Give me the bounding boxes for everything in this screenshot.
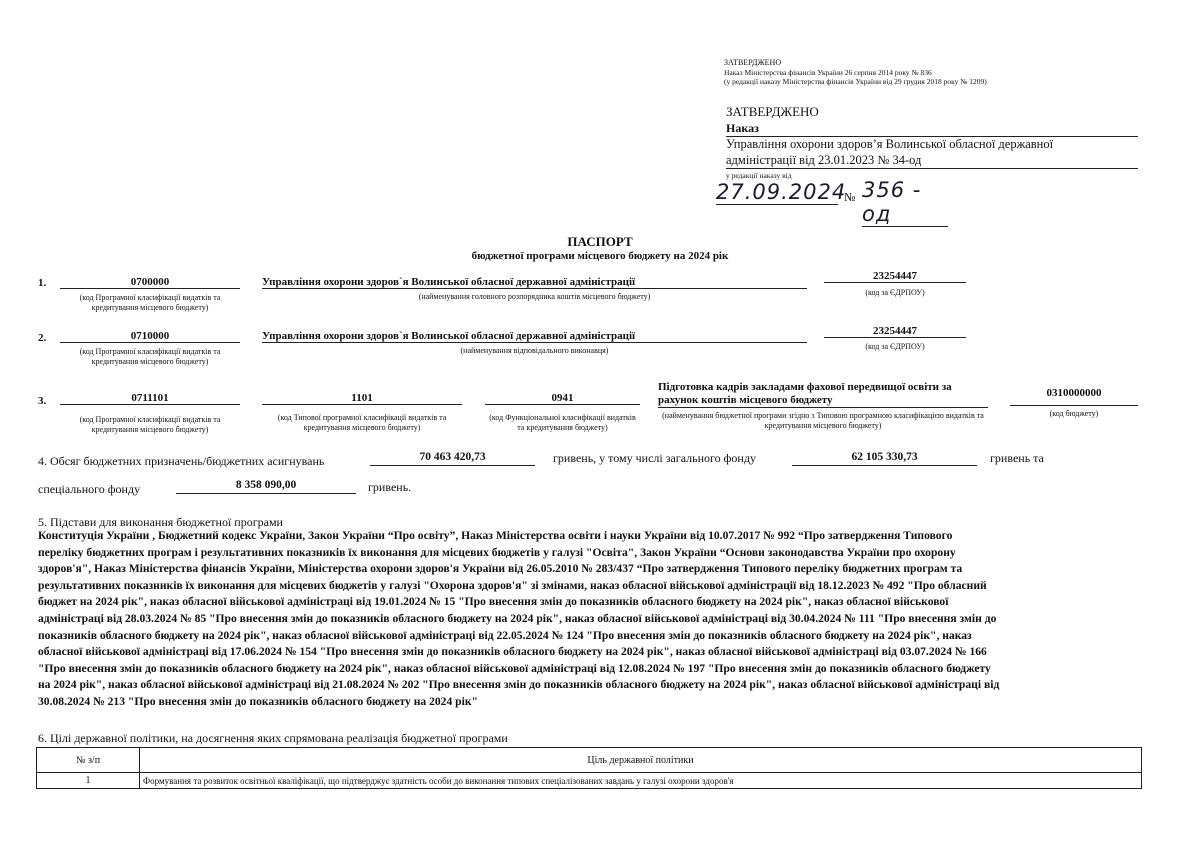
goals-table — [36, 747, 1142, 789]
goal-text: Формування та розвиток освітньої кваліфікації, що підтверджує здатність особи до виконання типових спеціалізованих завдань у галузі охорони здоров'я — [140, 773, 1142, 789]
basis-line: показників обласного бюджету на 2024 рік", наказ обласної військової адміністраці від 22.05.2024 № 124 "Про внесення змін до показників обласного бюджету на 2024 рік", наказ — [38, 628, 972, 642]
row3-program-name-line1: Підготовка кадрів закладами фахової передвищої освіти за — [658, 381, 952, 393]
table-row — [37, 773, 1142, 789]
row2-name: Управління охорони здоров`я Волинської обласної державної адміністрації — [262, 330, 807, 343]
approval-header-line1: Наказ Міністерства фінансів України 26 серпня 2014 року № 836 — [724, 68, 932, 77]
approval-org-line2: адміністрації від 23.01.2023 № 34-од — [726, 153, 922, 167]
basis-line: Конституція України , Бюджетний кодекс України, Закон України “Про освіту”, Наказ Міністерства освіти і науки України від 10.07.2017 № 992 “Про затвердження Типового — [38, 529, 953, 542]
volume-label: 4. Обсяг бюджетних призначень/бюджетних асигнувань — [38, 454, 325, 468]
row3-code: 0711101 — [60, 392, 240, 405]
passport-subtitle: бюджетної програми місцевого бюджету на 2024 рік — [471, 250, 729, 262]
row3-code-caption: (код Програмної класифікації видатків та кредитування місцевого бюджету) — [79, 415, 221, 434]
goals-header-row — [37, 748, 1142, 773]
approval-number-sign: № — [844, 190, 856, 204]
volume-special-fund: 8 358 090,00 — [176, 479, 356, 494]
row3-typical-caption: (код Типової програмної класифікації видатків та кредитування місцевого бюджету) — [277, 413, 447, 432]
row2-edrpou: 23254447 — [824, 325, 966, 338]
volume-mid-text: гривень, у тому числі загального фонду — [553, 451, 756, 465]
goals-heading: 6. Цілі державної політики, на досягнення яких спрямована реалізація бюджетної програми — [38, 731, 508, 745]
basis-heading: 5. Підстави для виконання бюджетної програми — [38, 515, 283, 529]
row2-edrpou-caption: (код за ЄДРПОУ) — [865, 342, 925, 351]
volume-special-label: спеціального фонду — [38, 482, 141, 496]
row1-edrpou-caption: (код за ЄДРПОУ) — [865, 288, 925, 297]
row2-code: 0710000 — [60, 330, 240, 343]
passport-title: ПАСПОРТ — [567, 234, 633, 249]
approval-org-line1: Управління охорони здоров’я Волинської обласної державної — [726, 137, 1054, 151]
basis-line: обласної військової адміністраці від 17.06.2024 № 154 "Про внесення змін до показників обласного бюджету на 2024 рік", наказ обласної військової адміністраці від 03.07.2024 № 166 — [38, 645, 987, 659]
row1-num: 1. — [38, 277, 47, 289]
basis-line: здоров'я", Наказ Міністерства фінансів України, Міністерства охорони здоров'я України від 26.05.2010 № 283/437 “Про затвердження Типового переліку бюджетних програм та — [38, 562, 963, 576]
goals-col-goal: Ціль державної політики — [140, 748, 1142, 773]
row3-budget-code: 0310000000 — [1010, 387, 1138, 406]
row3-program-caption: (найменування бюджетної програми згідно з Типовою програмною класифікацією видатків та кредитування місцевого бюджету) — [662, 411, 984, 430]
approval-edition-date: 27.09.2024 — [716, 180, 847, 204]
row3-num: 3. — [38, 395, 47, 407]
row3-functional-caption: (код Функціональної класифікації видатків та кредитування бюджету) — [489, 413, 636, 432]
row1-name-caption: (найменування головного розпорядника коштів місцевого бюджету) — [418, 292, 651, 301]
basis-line: бюджет на 2024 рік", наказ обласної військової адміністраці від 19.01.2024 № 15 "Про внесення змін до показників обласного бюджету на 2024 рік", наказ обласної військової — [38, 595, 949, 609]
volume-total: 70 463 420,73 — [370, 451, 535, 466]
volume-general-fund: 62 105 330,73 — [792, 451, 977, 466]
row1-code-caption: (код Програмної класифікації видатків та кредитування місцевого бюджету) — [79, 293, 221, 312]
volume-tail-text: гривень та — [990, 451, 1044, 465]
basis-line: на 2024 рік", наказ обласної військової адміністраці від 21.08.2024 № 202 "Про внесення змін до показників обласного бюджету на 2024 рік", наказ обласної військової адміністраці від — [38, 678, 1000, 692]
volume-special-tail: гривень. — [368, 480, 412, 494]
row1-name: Управління охорони здоров`я Волинської обласної державної адміністрації — [262, 276, 807, 289]
approval-title: ЗАТВЕРДЖЕНО — [726, 104, 819, 119]
basis-text — [38, 528, 1142, 711]
goal-num: 1 — [37, 773, 140, 789]
row1-code: 0700000 — [60, 276, 240, 289]
row3-budget-caption: (код бюджету) — [1049, 409, 1099, 418]
basis-line: "Про внесення змін до показників обласного бюджету на 2024 рік", наказ обласної військової адміністраці від 12.08.2024 № 197 "Про внесення змін до показників обласного бюджету — [38, 661, 991, 675]
basis-line: адміністраці від 28.03.2024 № 85 "Про внесення змін до показників обласного бюджету на 2024 рік", наказ обласної військової адміністраці від 30.04.2024 № 111 "Про внесення змін до — [38, 611, 997, 625]
row2-name-caption: (найменування відповідального виконавця) — [460, 346, 609, 355]
row2-num: 2. — [38, 332, 47, 344]
row3-typical-code: 1101 — [262, 392, 462, 405]
basis-line: 30.08.2024 № 213 "Про внесення змін до показників обласного бюджету на 2024 рік" — [38, 694, 478, 708]
approval-header-line2: (у редакції наказу Міністерства фінансів України від 29 грудня 2018 року № 1209) — [724, 77, 987, 87]
basis-line: результативних показників їх виконання для місцевих бюджетів у галузі "Охорона здоров'я" зі змінами, наказ обласної військової адміністрації від 18.12.2023 № 492 "Про обласний — [38, 578, 987, 592]
approval-org — [726, 136, 1138, 169]
approval-header — [724, 58, 987, 87]
approval-edition-number: 356 - од — [862, 178, 948, 227]
row3-functional-code: 0941 — [485, 392, 640, 405]
goals-col-num: № з/п — [37, 748, 140, 773]
approval-order-label: Наказ — [726, 121, 1138, 137]
basis-line: переліку бюджетних програм і результативних показників їх виконання для місцевих бюджетів у галузі "Освіта", Закон України “Основи законодавства України про охорону — [38, 545, 956, 559]
row2-code-caption: (код Програмної класифікації видатків та кредитування місцевого бюджету) — [79, 347, 221, 366]
row3-program-name-line2: рахунок коштів місцевого бюджету — [658, 394, 833, 406]
row1-edrpou: 23254447 — [824, 270, 966, 283]
row3-program-name — [658, 381, 988, 408]
approval-header-title: ЗАТВЕРДЖЕНО — [724, 58, 782, 67]
approval-edition-label: у редакції наказу від — [726, 171, 792, 180]
